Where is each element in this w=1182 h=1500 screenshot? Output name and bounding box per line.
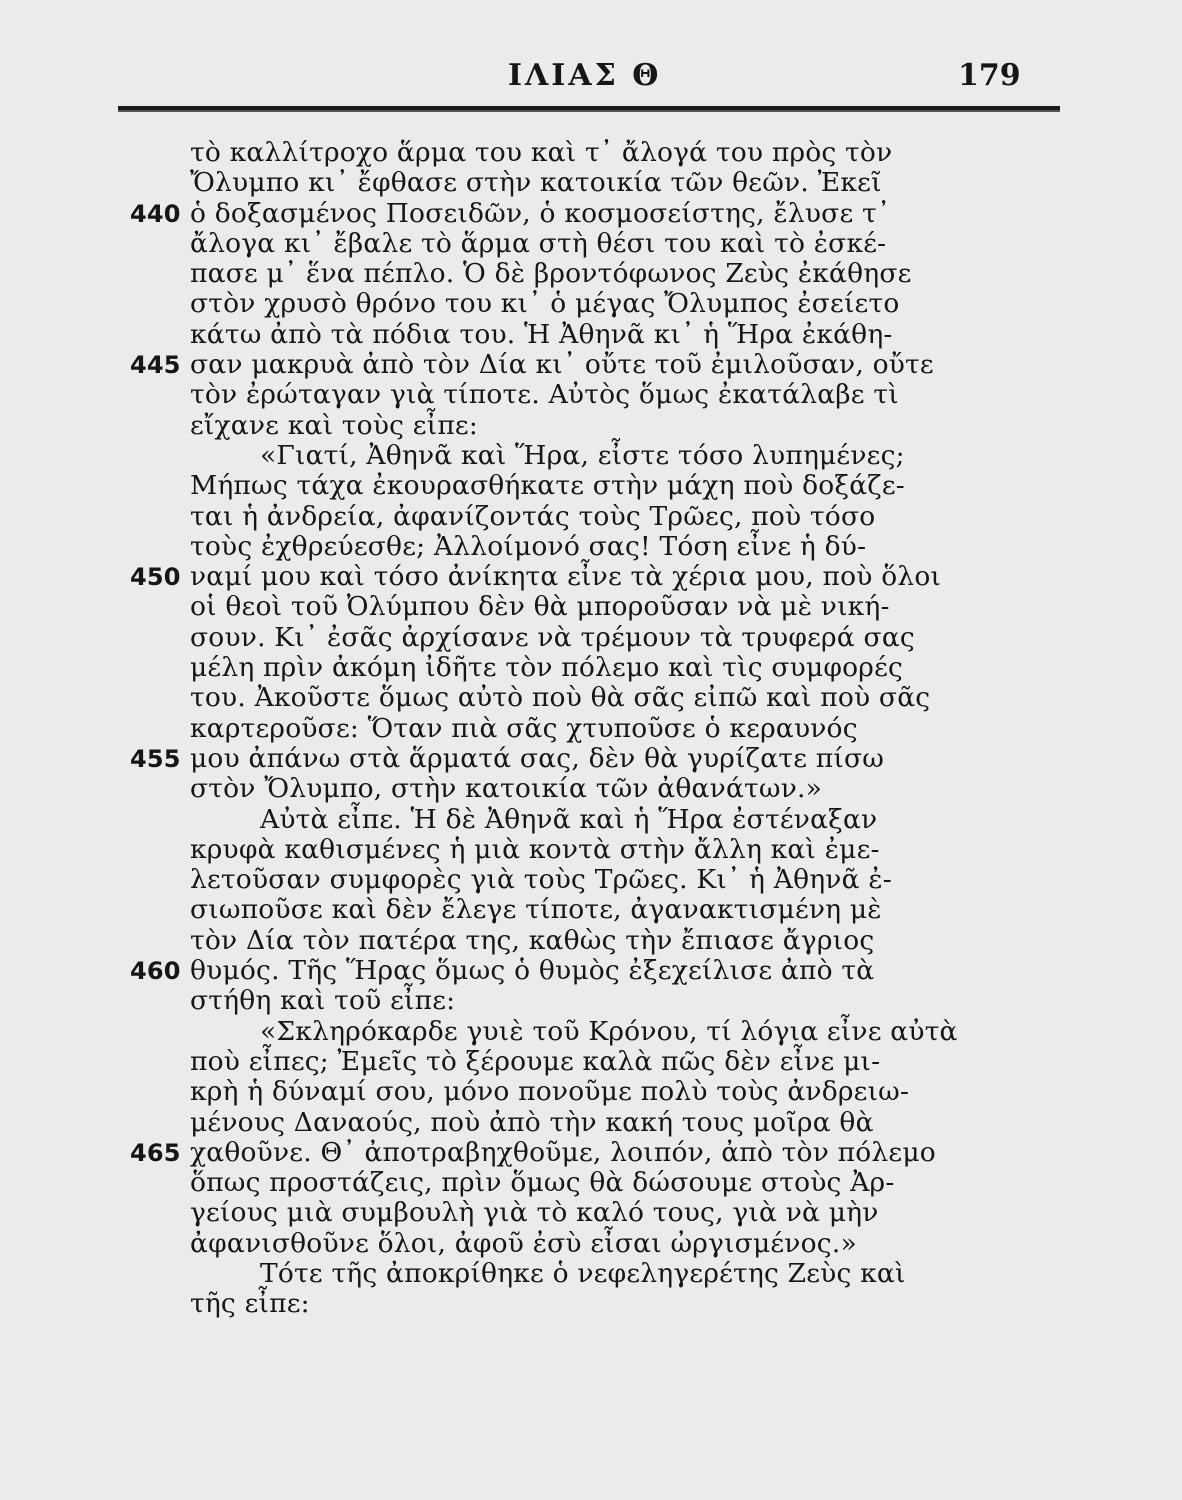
text-line (190, 926, 1080, 956)
page-header (0, 58, 1182, 98)
line-text: στὸν χρυσὸ θρόνο του κι᾽ ὁ μέγας Ὄλυμπος ἐσείετο (190, 288, 900, 320)
text-line (190, 289, 1080, 319)
line-text: τῆς εἶπε: (190, 1288, 310, 1320)
line-number: 465 (130, 1138, 181, 1167)
header-rule (118, 106, 1060, 112)
line-text: Ὄλυμπο κι᾽ ἔφθασε στὴν κατοικία τῶν θεῶν. Ἐκεῖ (190, 167, 882, 199)
text-line (190, 714, 1080, 744)
text-line (190, 1289, 1080, 1319)
text-line (190, 805, 1080, 835)
text-line (190, 592, 1080, 622)
text-line (190, 259, 1080, 289)
line-text: «Σκληρόκαρδε γυιὲ τοῦ Κρόνου, τί λόγια εἶνε αὐτὰ (260, 1015, 958, 1047)
line-text: ναμί μου καὶ τόσο ἀνίκητα εἶνε τὰ χέρια μου, ποὺ ὅλοι (190, 561, 942, 593)
text-line (190, 623, 1080, 653)
text-line (190, 1198, 1080, 1228)
line-text: μέλη πρὶν ἀκόμη ἰδῆτε τὸν πόλεμο καὶ τὶς συμφορές (190, 652, 904, 684)
line-text: λετοῦσαν συμφορὲς γιὰ τοὺς Τρῶες. Κι᾽ ἡ Ἀθηνᾶ ἐ- (190, 864, 892, 896)
line-text: τὸ καλλίτροχο ἅρμα του καὶ τ᾽ ἄλογά του πρὸς τὸν (190, 137, 893, 168)
text-line (130, 742, 1080, 774)
line-text: ται ἡ ἀνδρεία, ἀφανίζοντάς τοὺς Τρῶες, ποὺ τόσο (190, 500, 876, 532)
text-line (130, 349, 1080, 381)
line-text: πασε μ᾽ ἕνα πέπλο. Ὁ δὲ βροντόφωνος Ζεὺς ἐκάθησε (190, 258, 912, 290)
line-text: σιωποῦσε καὶ δὲν ἔλεγε τίποτε, ἀγανακτισμένη μὲ (190, 894, 882, 926)
line-text: ὅπως προστάζεις, πρὶν ὅμως θὰ δώσουμε στοὺς Ἀρ- (190, 1167, 895, 1199)
line-text: ποὺ εἶπες; Ἐμεῖς τὸ ξέρουμε καλὰ πῶς δὲν εἶνε μι- (190, 1045, 881, 1077)
line-text: γείους μιὰ συμβουλὴ γιὰ τὸ καλό τους, γιὰ νὰ μὴν (190, 1197, 879, 1229)
line-text: χαθοῦνε. Θ᾽ ἀποτραβηχθοῦμε, λοιπόν, ἀπὸ τὸν πόλεμο (190, 1136, 936, 1168)
text-line (190, 471, 1080, 501)
line-text: κάτω ἀπὸ τὰ πόδια του. Ἡ Ἀθηνᾶ κι᾽ ἡ Ἥρα ἐκάθη- (190, 318, 893, 350)
line-text: θυμός. Τῆς Ἥρας ὅμως ὁ θυμὸς ἐξεχείλισε ἀπὸ τὰ (190, 955, 875, 987)
text-line (190, 411, 1080, 441)
line-text: ἄλογα κι᾽ ἔβαλε τὸ ἅρμα στὴ θέσι του καὶ τὸ ἐσκέ- (190, 227, 887, 259)
text-line (190, 895, 1080, 925)
text-line (190, 138, 1080, 168)
line-text: Τότε τῆς ἀποκρίθηκε ὁ νεφεληγερέτης Ζεὺς καὶ (260, 1257, 906, 1289)
text-line (190, 683, 1080, 713)
line-text: τὸν ἐρώταγαν γιὰ τίποτε. Αὐτὸς ὅμως ἐκατάλαβε τὶ (190, 379, 899, 411)
line-number: 460 (130, 957, 181, 986)
text-line (190, 320, 1080, 350)
line-text: σαν μακρυὰ ἀπὸ τὸν Δία κι᾽ οὔτε τοῦ ἐμιλοῦσαν, οὔτε (190, 349, 934, 381)
page-number: 179 (958, 58, 1021, 93)
line-text: στήθη καὶ τοῦ εἶπε: (190, 985, 456, 1017)
line-number: 440 (130, 199, 181, 228)
line-text: Αὐτὰ εἶπε. Ἡ δὲ Ἀθηνᾶ καὶ ἡ Ἥρα ἐστέναξαν (260, 803, 878, 835)
line-text: τὸν Δία τὸν πατέρα της, καθὼς τὴν ἔπιασε ἄγριος (190, 924, 875, 956)
line-text: κρὴ ἡ δύναμί σου, μόνο πονοῦμε πολὺ τοὺς ἀνδρειω- (190, 1076, 910, 1108)
line-text: εἴχανε καὶ τοὺς εἶπε: (190, 409, 478, 441)
line-text: στὸν Ὄλυμπο, στὴν κατοικία τῶν ἀθανάτων.» (190, 773, 823, 805)
line-text: σουν. Κι᾽ ἐσᾶς ἀρχίσανε νὰ τρέμουν τὰ τρυφερά σας (190, 621, 915, 653)
line-text: τοὺς ἐχθρεύεσθε; Ἀλλοίμονό σας! Τόση εἶνε ἡ δύ- (190, 530, 867, 562)
line-text: Μήπως τάχα ἐκουρασθήκατε στὴν μάχη ποὺ δοξάζε- (190, 470, 905, 502)
running-title: ΙΛΙΑΣ Θ (508, 58, 662, 93)
line-text: μένους Δαναούς, ποὺ ἀπὸ τὴν κακή τους μοῖρα θὰ (190, 1106, 874, 1138)
text-line (130, 561, 1080, 593)
body-text (130, 137, 1080, 1320)
text-line (190, 1017, 1080, 1047)
text-line (190, 1168, 1080, 1198)
text-line (130, 1136, 1080, 1168)
text-line (190, 532, 1080, 562)
line-number: 455 (130, 744, 181, 773)
text-line (190, 1229, 1080, 1259)
line-text: ἀφανισθοῦνε ὅλοι, ἀφοῦ ἐσὺ εἶσαι ὠργισμένος.» (190, 1227, 857, 1259)
text-line (190, 1259, 1080, 1289)
text-line (130, 197, 1080, 229)
text-line (190, 168, 1080, 198)
line-text: μου ἀπάνω στὰ ἅρματά σας, δὲν θὰ γυρίζατε πίσω (190, 742, 885, 774)
line-text: ὁ δοξασμένος Ποσειδῶν, ὁ κοσμοσείστης, ἔλυσε τ᾽ (190, 197, 891, 229)
text-line (190, 1077, 1080, 1107)
line-text: οἱ θεοὶ τοῦ Ὀλύμπου δὲν θὰ μποροῦσαν νὰ μὲ νική- (190, 591, 890, 623)
text-line (190, 229, 1080, 259)
text-line (190, 835, 1080, 865)
line-text: καρτεροῦσε: Ὅταν πιὰ σᾶς χτυποῦσε ὁ κεραυνός (190, 712, 858, 744)
text-line (190, 380, 1080, 410)
text-line (190, 1047, 1080, 1077)
text-line (130, 955, 1080, 987)
line-text: κρυφὰ καθισμένες ἡ μιὰ κοντὰ στὴν ἄλλη καὶ ἐμε- (190, 833, 880, 865)
line-text: του. Ἀκοῦστε ὅμως αὐτὸ ποὺ θὰ σᾶς εἰπῶ καὶ ποὺ σᾶς (190, 682, 931, 714)
text-line (190, 653, 1080, 683)
text-line (190, 986, 1080, 1016)
line-number: 445 (130, 351, 181, 380)
line-number: 450 (130, 563, 181, 592)
text-line (190, 865, 1080, 895)
text-line (190, 774, 1080, 804)
text-line (190, 441, 1080, 471)
text-line (190, 502, 1080, 532)
text-line (190, 1108, 1080, 1138)
line-text: «Γιατί, Ἀθηνᾶ καὶ Ἥρα, εἶστε τόσο λυπημένες; (260, 439, 905, 471)
